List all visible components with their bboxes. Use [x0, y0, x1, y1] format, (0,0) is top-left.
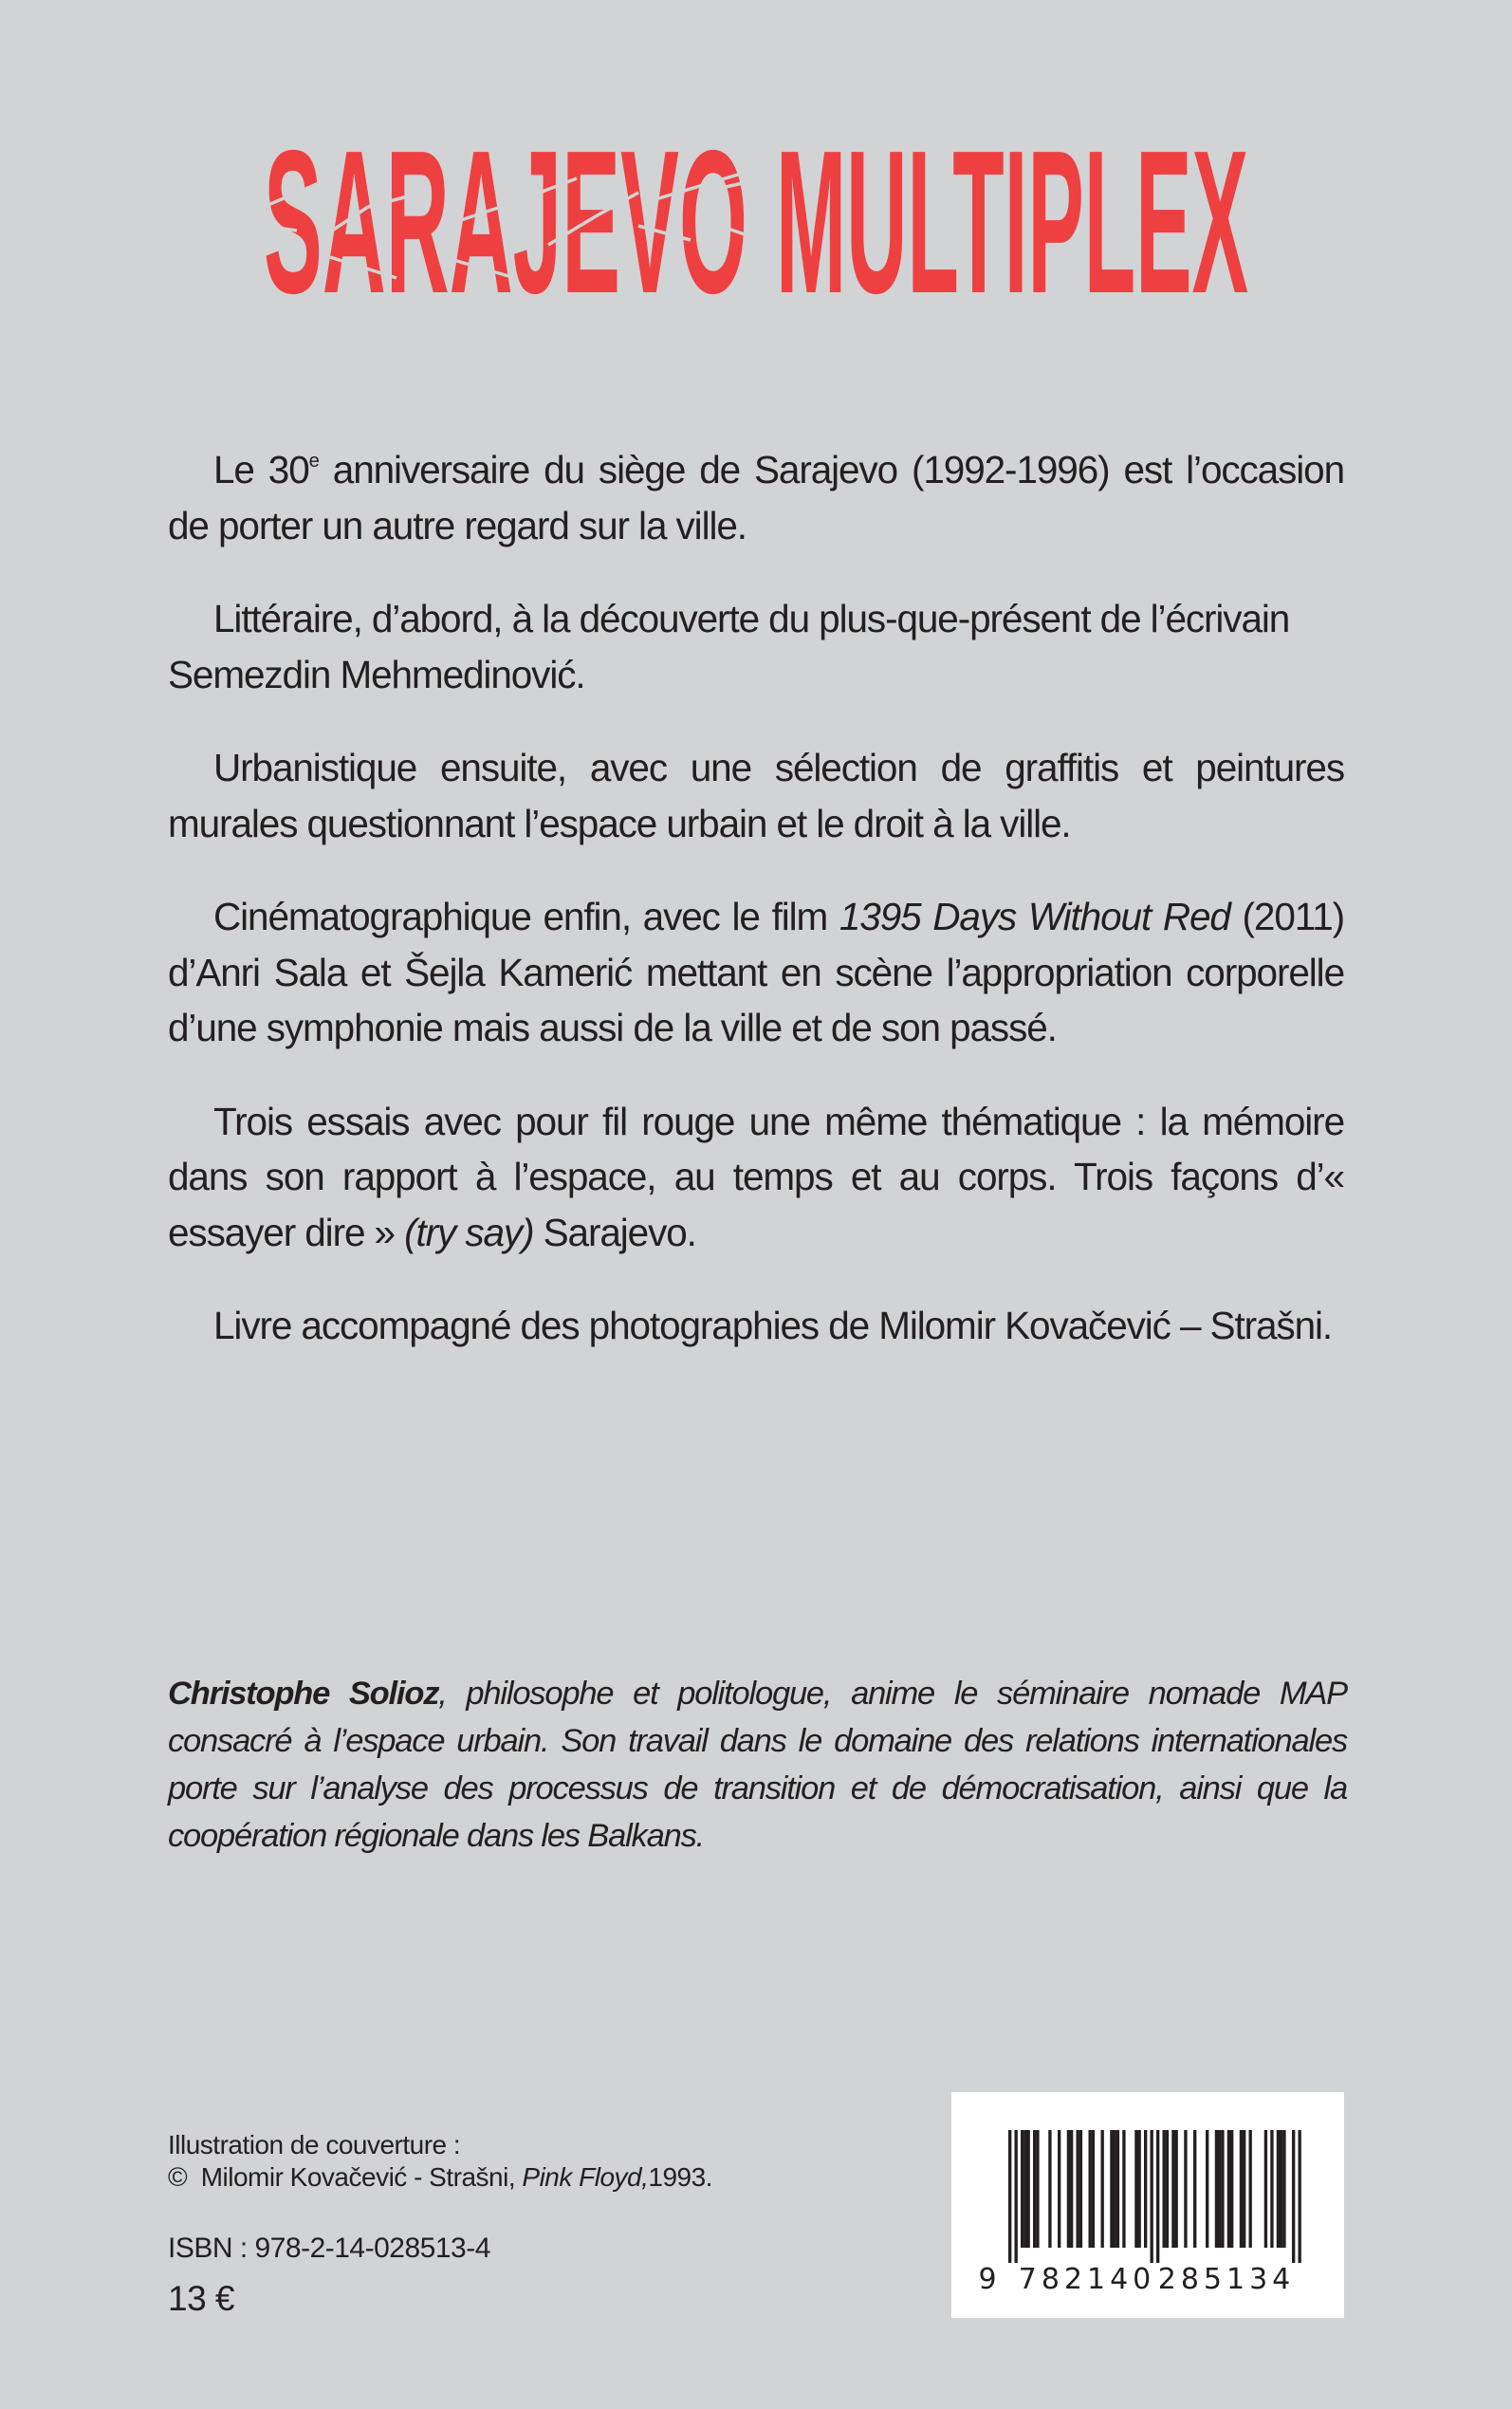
title-sarajevo: SARAJEVO: [264, 107, 747, 336]
barcode-bar: [1240, 2130, 1243, 2248]
blurb-paragraph-5: [168, 1094, 1344, 1261]
blurb-paragraph-2: Littéraire, d’abord, à la découverte du plus-que-présent de l’écrivain Semezdin Mehmedinović.: [168, 597, 1290, 696]
barcode-bar: [1116, 2130, 1119, 2248]
barcode-bar: [1166, 2130, 1169, 2248]
barcode-bar: [1193, 2130, 1196, 2248]
barcode-bar: [1122, 2130, 1125, 2248]
blurb-paragraph-4: [168, 889, 1344, 1056]
barcode-bar: [1299, 2130, 1301, 2263]
barcode-bar: [1282, 2130, 1285, 2248]
barcode-bar: [1023, 2130, 1026, 2248]
barcode-bar: [1184, 2130, 1187, 2248]
barcode-bar: [1249, 2130, 1252, 2248]
blurb-p4-start: Cinématographique enfin, avec le film: [213, 895, 839, 938]
credits-label: Illustration de couverture :: [168, 2130, 461, 2159]
barcode-bar: [1277, 2130, 1280, 2248]
barcode-bar: [1215, 2130, 1218, 2248]
barcode-bar: [1171, 2130, 1174, 2248]
author-name: Christophe Solioz: [168, 1676, 439, 1712]
blurb-p5-italic: (try say): [404, 1210, 534, 1254]
barcode-bar: [1089, 2130, 1092, 2248]
blurb-paragraph-3: Urbanistique ensuite, avec une sélection de graffitis et peintures murales questionnant l’espace urbain et le droit à la ville.: [168, 746, 1344, 845]
barcode-bar: [1163, 2130, 1166, 2248]
credits-line: [168, 2161, 712, 2194]
blurb-paragraph-6: Livre accompagné des photographies de Milomir Kovačević – Strašni.: [213, 1304, 1333, 1347]
title-multiplex: MULTIPLEX: [776, 107, 1248, 336]
barcode-bar: [1114, 2130, 1116, 2248]
barcode-bar: [1077, 2130, 1079, 2248]
barcode-bar: [1021, 2130, 1023, 2248]
copyright-icon: ©: [168, 2162, 188, 2192]
blurb-p1-rest: anniversaire du siège de Sarajevo (1992-1996) est l’occasion de porter un autre regard sur la ville.: [168, 448, 1344, 547]
barcode-bar: [1292, 2130, 1295, 2263]
barcode-bar: [1067, 2130, 1070, 2248]
barcode-bar: [1015, 2130, 1018, 2263]
barcode-bar: [1101, 2130, 1104, 2248]
author-bio-text: , philosophe et politologue, anime le séminaire nomade MAP consacré à l’espace urbain. Son travail dans le domaine des relations internationales porte sur l’analyse des processus de transition et de démocratisation, ainsi que la coopération régionale dans les Balkans.: [168, 1676, 1347, 1854]
barcode-bar: [1144, 2130, 1147, 2248]
barcode-bar: [1243, 2130, 1245, 2248]
price: 13 €: [168, 2279, 235, 2318]
barcode-bar: [1151, 2130, 1153, 2263]
blurb-p4-rest: (2011) d’Anri Sala et Šejla Kamerić mettant en scène l’appropriation corporelle d’une symphonie mais aussi de la ville et de son passé.: [168, 895, 1345, 1049]
author-bio: [168, 1670, 1347, 1860]
barcode-bar: [1008, 2130, 1011, 2263]
barcode-bar: [1092, 2130, 1095, 2248]
barcode-bar: [1218, 2130, 1221, 2248]
barcode-bar: [1070, 2130, 1073, 2248]
barcode-bar: [1134, 2130, 1137, 2248]
barcode-bar: [1230, 2130, 1233, 2248]
barcode-bar: [1079, 2130, 1082, 2248]
barcode-bar: [1048, 2130, 1051, 2248]
barcode-bar: [1036, 2130, 1039, 2248]
blurb-p1-start: Le 30: [213, 448, 309, 491]
barcode-left-digits: 782140: [1018, 2263, 1156, 2296]
blurb-p5-end: Sarajevo.: [533, 1210, 696, 1254]
barcode-first-digit: 9: [978, 2263, 997, 2296]
credits-work-title: Pink Floyd,: [522, 2162, 649, 2192]
barcode-bar: [1206, 2130, 1208, 2248]
isbn: ISBN : 978-2-14-028513-4: [168, 2233, 490, 2264]
ordinal-superscript: e: [308, 450, 319, 472]
barcode-bar: [1280, 2130, 1282, 2248]
barcode-bar: [1156, 2130, 1159, 2263]
credits-year: 1993.: [648, 2162, 712, 2192]
blurb: [168, 442, 1344, 1392]
barcode-bar: [1175, 2130, 1178, 2248]
barcode-bar: [1264, 2130, 1267, 2248]
barcode-bar: [1227, 2130, 1230, 2248]
barcode-bar: [1138, 2130, 1141, 2248]
barcode-bar: [1270, 2130, 1273, 2248]
title-wordmark: [264, 107, 1250, 336]
barcode-bar: [1027, 2130, 1030, 2248]
barcode-right-digits: 285134: [1157, 2263, 1296, 2296]
barcode-bar: [1110, 2130, 1113, 2248]
film-title: 1395 Days Without Red: [839, 895, 1230, 938]
cover-credits: [168, 2129, 712, 2194]
barcode-graphic: [951, 2092, 1344, 2318]
barcode: [951, 2092, 1344, 2318]
blurb-paragraph-1: [168, 442, 1344, 553]
barcode-bar: [1058, 2130, 1060, 2248]
barcode-bar: [1033, 2130, 1036, 2248]
credits-photographer: Milomir Kovačević - Strašni,: [187, 2162, 523, 2192]
blurb-p5-start: Trois essais avec pour fil rouge une même thématique : la mémoire dans son rapport à l’espace, au temps et au corps. Trois façons d’« essayer dire »: [168, 1099, 1344, 1254]
book-title: [264, 107, 1250, 336]
barcode-bar: [1221, 2130, 1224, 2248]
